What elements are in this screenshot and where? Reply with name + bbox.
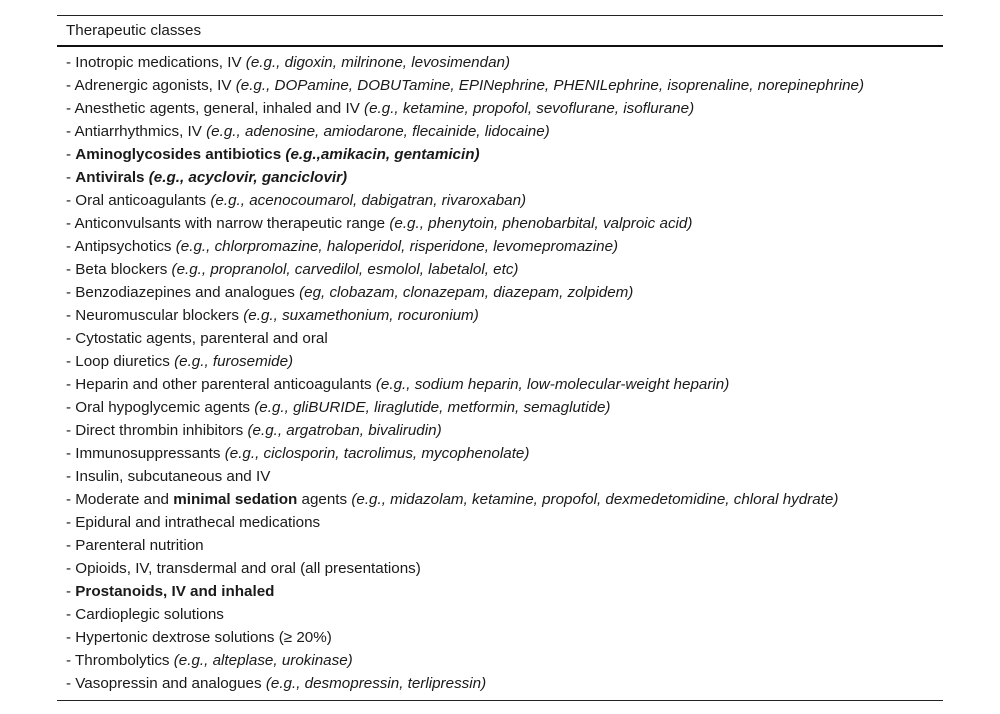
row-segment: - Anesthetic agents, general, inhaled and IV bbox=[66, 100, 365, 117]
table-row bbox=[57, 373, 943, 396]
row-segment: - Anticonvulsants with narrow therapeutic range bbox=[66, 215, 390, 232]
table-row bbox=[57, 419, 943, 442]
table-row bbox=[57, 235, 943, 258]
table-row bbox=[57, 189, 943, 212]
row-segment: - bbox=[66, 146, 76, 163]
row-segment: - Direct thrombin inhibitors bbox=[66, 422, 248, 439]
row-segment: (e.g., alteplase, urokinase) bbox=[173, 652, 353, 669]
table-row bbox=[57, 649, 943, 672]
table-row bbox=[57, 603, 943, 626]
table-row bbox=[57, 580, 943, 603]
table-row bbox=[57, 258, 943, 281]
row-segment bbox=[149, 169, 347, 186]
row-segment: (e.g.,amikacin, gentamicin) bbox=[285, 146, 480, 163]
table-header bbox=[57, 16, 943, 47]
table-row bbox=[57, 488, 943, 511]
row-segment: - Epidural and intrathecal medications bbox=[66, 514, 321, 531]
table-row bbox=[57, 166, 943, 189]
table-row bbox=[57, 350, 943, 373]
row-segment: (e.g., suxamethonium, rocuronium) bbox=[243, 307, 479, 324]
row-segment: - Parenteral nutrition bbox=[66, 537, 204, 554]
row-segment: (e.g., sodium heparin, low-molecular-weight heparin) bbox=[375, 376, 730, 393]
table-row bbox=[57, 74, 943, 97]
row-segment: Prostanoids, IV and inhaled bbox=[75, 583, 275, 600]
row-segment: (e.g., desmopressin, terlipressin) bbox=[265, 675, 487, 692]
row-segment: - Hypertonic dextrose solutions (≥ 20%) bbox=[66, 629, 332, 646]
row-segment: (e.g., ketamine, propofol, sevoflurane, isoflurane) bbox=[364, 100, 695, 117]
row-segment: - Adrenergic agonists, IV bbox=[66, 77, 236, 94]
row-segment: - Antipsychotics bbox=[66, 238, 176, 255]
table-row bbox=[57, 97, 943, 120]
row-segment: - Oral anticoagulants bbox=[66, 192, 211, 209]
therapeutic-classes-table bbox=[57, 15, 943, 701]
row-segment: (eg, clobazam, clonazepam, diazepam, zolpidem) bbox=[299, 284, 634, 301]
row-segment: (e.g., gliBURIDE, liraglutide, metformin, semaglutide) bbox=[254, 399, 611, 416]
table-row bbox=[57, 281, 943, 304]
row-segment: (e.g., argatroban, bivalirudin) bbox=[247, 422, 442, 439]
table-row bbox=[57, 143, 943, 166]
table-bottom-rule bbox=[57, 700, 943, 701]
row-segment: - Neuromuscular blockers bbox=[66, 307, 244, 324]
row-segment: (e.g., DOPamine, DOBUTamine, EPINephrine, PHENILephrine, isoprenaline, norepinephrine) bbox=[235, 77, 865, 94]
row-segment: - Vasopressin and analogues bbox=[66, 675, 266, 692]
row-segment: - Benzodiazepines and analogues bbox=[66, 284, 300, 301]
row-segment: - Moderate and bbox=[66, 491, 174, 508]
row-segment: (e.g., phenytoin, phenobarbital, valproic acid) bbox=[389, 215, 693, 232]
row-segment: - Opioids, IV, transdermal and oral (all presentations) bbox=[66, 560, 421, 577]
row-segment: - Immunosuppressants bbox=[66, 445, 225, 462]
table-row bbox=[57, 672, 943, 695]
row-segment: (e.g., furosemide) bbox=[174, 353, 294, 370]
row-segment: - bbox=[66, 583, 76, 600]
table-row bbox=[57, 327, 943, 350]
table-row bbox=[57, 396, 943, 419]
row-segment: (e.g., digoxin, milrinone, levosimendan) bbox=[245, 54, 511, 71]
row-segment: - Cardioplegic solutions bbox=[66, 606, 224, 623]
row-segment: - Heparin and other parenteral anticoagulants bbox=[66, 376, 376, 393]
table-row bbox=[57, 51, 943, 74]
row-segment: agents bbox=[297, 491, 352, 508]
row-segment: - Oral hypoglycemic agents bbox=[66, 399, 255, 416]
row-segment: - Beta blockers bbox=[66, 261, 172, 278]
row-segment: Antivirals bbox=[75, 169, 149, 186]
row-segment: (e.g., acenocoumarol, dabigatran, rivaroxaban) bbox=[210, 192, 527, 209]
table-row bbox=[57, 212, 943, 235]
table-row bbox=[57, 120, 943, 143]
row-segment: - Inotropic medications, IV bbox=[66, 54, 246, 71]
row-segment: (e.g., chlorpromazine, haloperidol, risperidone, levomepromazine) bbox=[175, 238, 619, 255]
row-segment: - Insulin, subcutaneous and IV bbox=[66, 468, 271, 485]
row-segment bbox=[285, 146, 479, 163]
row-segment: - Antiarrhythmics, IV bbox=[66, 123, 207, 140]
row-segment: - bbox=[66, 169, 76, 186]
table-row bbox=[57, 626, 943, 649]
table-body bbox=[57, 47, 943, 695]
row-segment: Aminoglycosides antibiotics bbox=[75, 146, 286, 163]
row-segment: (e.g., propranolol, carvedilol, esmolol, labetalol, etc) bbox=[171, 261, 519, 278]
row-segment: (e.g., midazolam, ketamine, propofol, dexmedetomidine, chloral hydrate) bbox=[351, 491, 839, 508]
row-segment: - Loop diuretics bbox=[66, 353, 175, 370]
row-segment: - Thrombolytics bbox=[66, 652, 174, 669]
row-segment: (e.g., ciclosporin, tacrolimus, mycophenolate) bbox=[224, 445, 530, 462]
column-header-therapeutic-classes: Therapeutic classes bbox=[66, 22, 202, 39]
table-row bbox=[57, 465, 943, 488]
table-row bbox=[57, 557, 943, 580]
row-segment: - Cytostatic agents, parenteral and oral bbox=[66, 330, 328, 347]
row-segment: minimal sedation bbox=[173, 491, 298, 508]
row-segment: (e.g., adenosine, amiodarone, flecainide, lidocaine) bbox=[206, 123, 550, 140]
table-row bbox=[57, 511, 943, 534]
table-row bbox=[57, 534, 943, 557]
table-row bbox=[57, 442, 943, 465]
row-segment: (e.g., acyclovir, ganciclovir) bbox=[148, 169, 348, 186]
table-row bbox=[57, 304, 943, 327]
